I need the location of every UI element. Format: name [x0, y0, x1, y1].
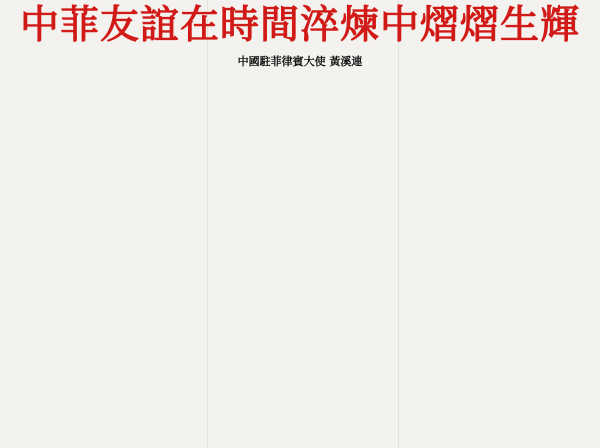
article-column-1: [28, 68, 203, 444]
article-column-2: [214, 68, 392, 444]
headline-text: 中菲友誼在時間淬煉中熠熠生輝: [19, 1, 580, 48]
article-headline: [0, 0, 600, 50]
byline-text: 中國駐菲律賓大使 黃溪連: [237, 55, 363, 68]
article-column-3: [404, 68, 582, 444]
